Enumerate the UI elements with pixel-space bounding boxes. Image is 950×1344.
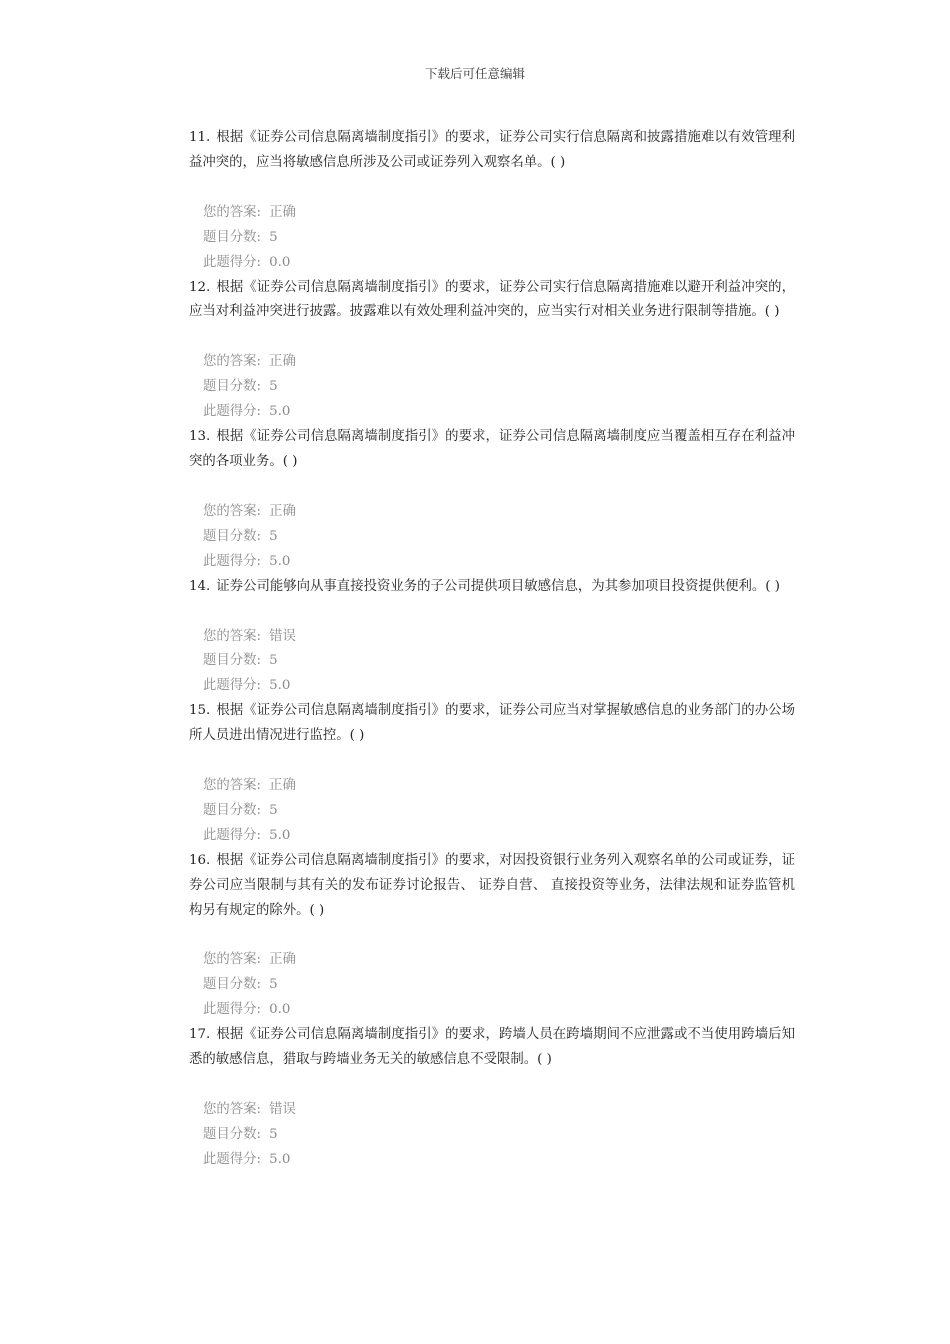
question-score-row — [203, 1123, 795, 1148]
question-score-value: 5 — [269, 379, 278, 395]
question-text — [189, 425, 795, 475]
spacer — [189, 749, 795, 774]
earned-score-value: 0.0 — [269, 1002, 291, 1018]
question-body: 根据《证券公司信息隔离墙制度指引》的要求，证券公司应当对掌握敏感信息的业务部门的办公场所人员进出情况进行监控。( ) — [189, 703, 795, 744]
earned-score-value: 5.0 — [269, 1151, 291, 1167]
question-score-label: 题目分数: — [203, 528, 262, 544]
your-answer-label: 您的答案: — [203, 628, 262, 644]
question-text — [189, 849, 795, 924]
question-number: 12. — [189, 279, 211, 295]
your-answer-label: 您的答案: — [203, 204, 262, 220]
question-number: 17. — [189, 1027, 211, 1043]
your-answer-row — [203, 500, 795, 525]
question-item — [189, 849, 795, 1023]
question-number: 11. — [189, 130, 211, 145]
earned-score-row — [203, 1148, 795, 1173]
earned-score-row — [203, 400, 795, 425]
question-score-row — [203, 226, 795, 251]
earned-score-row — [203, 251, 795, 276]
question-score-label: 题目分数: — [203, 802, 262, 818]
result-block — [189, 201, 795, 276]
your-answer-value: 正确 — [269, 503, 296, 519]
earned-score-label: 此题得分: — [203, 553, 262, 569]
question-number: 15. — [189, 703, 211, 719]
question-score-row — [203, 799, 795, 824]
your-answer-row — [203, 201, 795, 226]
your-answer-label: 您的答案: — [203, 354, 262, 370]
earned-score-label: 此题得分: — [203, 827, 262, 843]
question-score-row — [203, 649, 795, 674]
spacer — [189, 600, 795, 625]
question-score-row — [203, 375, 795, 400]
question-item — [189, 425, 795, 575]
question-number: 16. — [189, 852, 211, 868]
question-item — [189, 126, 795, 276]
question-score-label: 题目分数: — [203, 977, 262, 993]
question-number: 14. — [189, 578, 211, 594]
your-answer-value: 错误 — [269, 1102, 296, 1117]
earned-score-label: 此题得分: — [203, 254, 262, 270]
question-score-value: 5 — [269, 229, 278, 245]
earned-score-label: 此题得分: — [203, 1002, 262, 1018]
question-list — [189, 126, 795, 1173]
question-text — [189, 276, 795, 326]
earned-score-value: 5.0 — [269, 404, 291, 420]
your-answer-row — [203, 625, 795, 650]
spacer — [189, 1073, 795, 1098]
question-text — [189, 575, 795, 600]
spacer — [189, 923, 795, 948]
earned-score-row — [203, 998, 795, 1023]
result-block — [189, 625, 795, 700]
question-score-label: 题目分数: — [203, 229, 262, 245]
question-body: 根据《证券公司信息隔离墙制度指引》的要求，对因投资银行业务列入观察名单的公司或证券，证券公司应当限制与其有关的发布证券讨论报告、 证券自营、 直接投资等业务，法律法规和证券监管机构另有规定的除外。( ) — [189, 852, 795, 918]
your-answer-row — [203, 948, 795, 973]
earned-score-value: 5.0 — [269, 678, 291, 694]
earned-score-label: 此题得分: — [203, 1151, 262, 1167]
your-answer-row — [203, 1098, 795, 1123]
result-block — [189, 948, 795, 1023]
earned-score-label: 此题得分: — [203, 404, 262, 420]
result-block — [189, 350, 795, 425]
your-answer-value: 正确 — [269, 778, 296, 794]
earned-score-row — [203, 550, 795, 575]
your-answer-value: 错误 — [269, 628, 296, 644]
question-body: 证券公司能够向从事直接投资业务的子公司提供项目敏感信息，为其参加项目投资提供便利。( ) — [216, 578, 781, 594]
question-score-label: 题目分数: — [203, 653, 262, 669]
your-answer-value: 正确 — [269, 354, 296, 370]
your-answer-row — [203, 350, 795, 375]
your-answer-label: 您的答案: — [203, 778, 262, 794]
your-answer-value: 正确 — [269, 952, 296, 968]
spacer — [189, 176, 795, 201]
question-item — [189, 699, 795, 849]
result-block — [189, 774, 795, 849]
result-block — [189, 500, 795, 575]
your-answer-label: 您的答案: — [203, 1102, 262, 1117]
question-number: 13. — [189, 429, 211, 445]
earned-score-label: 此题得分: — [203, 678, 262, 694]
earned-score-value: 0.0 — [269, 254, 291, 270]
question-body: 根据《证券公司信息隔离墙制度指引》的要求，证券公司实行信息隔离措施难以避开利益冲突的，应当对利益冲突进行披露。披露难以有效处理利益冲突的，应当实行对相关业务进行限制等措施。( ) — [189, 279, 795, 320]
question-score-value: 5 — [269, 528, 278, 544]
result-block — [189, 1098, 795, 1173]
question-score-value: 5 — [269, 802, 278, 818]
question-score-row — [203, 525, 795, 550]
question-item — [189, 276, 795, 426]
question-body: 根据《证券公司信息隔离墙制度指引》的要求，证券公司实行信息隔离和披露措施难以有效管理利益冲突的，应当将敏感信息所涉及公司或证券列入观察名单。( ) — [189, 130, 795, 170]
question-score-value: 5 — [269, 1126, 278, 1142]
earned-score-value: 5.0 — [269, 553, 291, 569]
question-body: 根据《证券公司信息隔离墙制度指引》的要求，跨墙人员在跨墙期间不应泄露或不当使用跨墙后知悉的敏感信息，猎取与跨墙业务无关的敏感信息不受限制。( ) — [189, 1027, 795, 1068]
question-score-value: 5 — [269, 653, 278, 669]
question-text — [189, 1023, 795, 1073]
question-item — [189, 575, 795, 700]
question-text — [189, 699, 795, 749]
question-score-label: 题目分数: — [203, 379, 262, 395]
spacer — [189, 325, 795, 350]
question-item — [189, 1023, 795, 1173]
question-score-row — [203, 973, 795, 998]
earned-score-row — [203, 674, 795, 699]
earned-score-row — [203, 824, 795, 849]
your-answer-row — [203, 774, 795, 799]
your-answer-label: 您的答案: — [203, 503, 262, 519]
question-score-label: 题目分数: — [203, 1126, 262, 1142]
earned-score-value: 5.0 — [269, 827, 291, 843]
question-text — [189, 126, 795, 176]
spacer — [189, 475, 795, 500]
question-score-value: 5 — [269, 977, 278, 993]
question-body: 根据《证券公司信息隔离墙制度指引》的要求，证券公司信息隔离墙制度应当覆盖相互存在利益冲突的各项业务。( ) — [189, 429, 795, 469]
your-answer-value: 正确 — [269, 204, 296, 220]
page-header: 下载后可任意编辑 — [424, 66, 525, 81]
your-answer-label: 您的答案: — [203, 952, 262, 968]
